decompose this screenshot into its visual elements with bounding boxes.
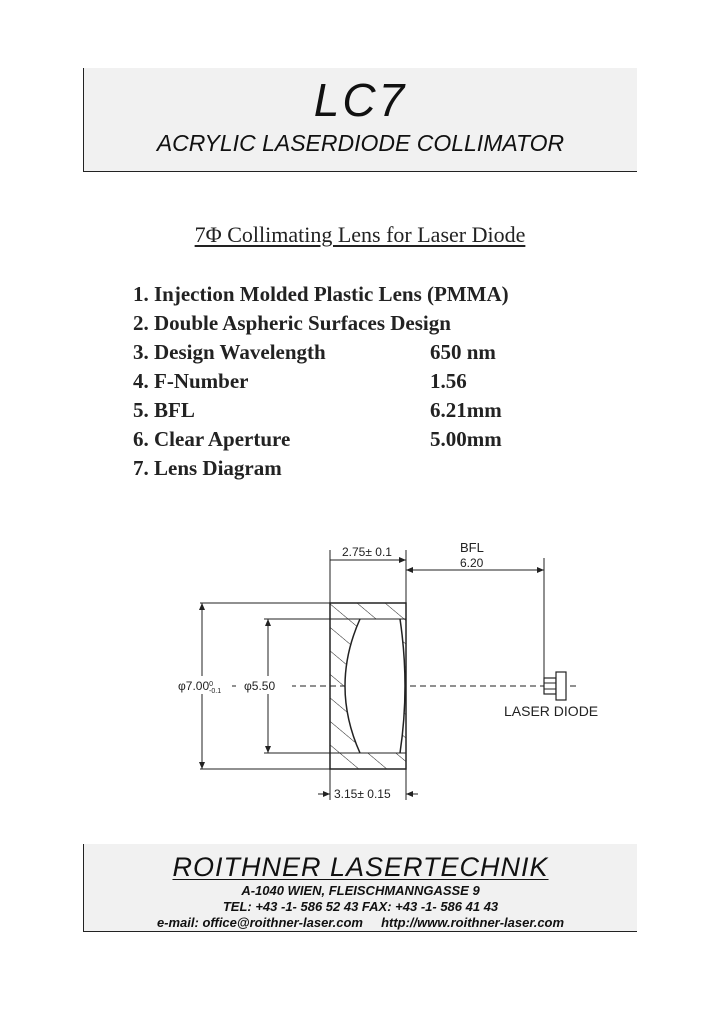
spec-label: 3. Design Wavelength xyxy=(133,340,326,364)
spec-value: 1.56 xyxy=(430,369,467,393)
spec-item xyxy=(133,280,509,309)
laser-diode-label: LASER DIODE xyxy=(504,703,599,719)
spec-value: 5.00mm xyxy=(430,427,502,451)
lens-body xyxy=(330,603,406,769)
company-name-text: ROITHNER LASERTECHNIK xyxy=(172,852,549,882)
header-box xyxy=(83,68,637,172)
spec-item xyxy=(133,367,502,396)
website-link[interactable]: http://www.roithner-laser.com xyxy=(381,915,565,930)
spec-item xyxy=(133,338,502,367)
spec-label: 5. BFL xyxy=(133,398,195,422)
spec-label: 1. Injection Molded Plastic Lens (PMMA) xyxy=(133,282,509,306)
model-title: LC7 xyxy=(313,74,408,126)
spec-item xyxy=(133,425,502,454)
email-link[interactable]: e-mail: office@roithner-laser.com xyxy=(156,915,363,930)
spec-label: 2. Double Aspheric Surfaces Design xyxy=(133,311,451,335)
outer-tolerance-upper: 0 xyxy=(209,681,214,688)
company-name xyxy=(84,851,637,883)
inner-diameter-label: φ5.50 xyxy=(244,679,276,693)
spec-item xyxy=(133,454,502,483)
laser-diode-symbol xyxy=(544,672,566,700)
outer-tolerance-lower: -0.1 xyxy=(209,688,222,695)
product-subtitle: ACRYLIC LASERDIODE COLLIMATOR xyxy=(156,130,565,156)
spec-item xyxy=(133,309,502,338)
bfl-label: BFL xyxy=(460,540,484,555)
lens-diagram xyxy=(160,532,620,812)
spec-item xyxy=(133,396,502,425)
spec-value: 6.21mm xyxy=(430,398,502,422)
spec-list xyxy=(133,280,509,483)
spec-label: 7. Lens Diagram xyxy=(133,456,282,480)
bottom-dimension-label: 3.15± 0.15 xyxy=(334,787,391,801)
outer-diameter-value: φ7.00 xyxy=(178,679,210,693)
spec-label: 4. F-Number xyxy=(133,369,249,393)
spec-label: 6. Clear Aperture xyxy=(133,427,291,451)
company-telfax: TEL: +43 -1- 586 52 43 FAX: +43 -1- 586 41 43 xyxy=(222,899,499,914)
lens-title: 7Φ Collimating Lens for Laser Diode xyxy=(194,222,526,247)
company-address: A-1040 WIEN, FLEISCHMANNGASSE 9 xyxy=(241,883,480,898)
top-dimension-label: 2.75± 0.1 xyxy=(342,545,392,559)
spec-value: 650 nm xyxy=(430,340,496,364)
footer-box xyxy=(83,844,637,932)
bfl-value-label: 6.20 xyxy=(460,556,484,570)
company-contact xyxy=(84,915,637,930)
